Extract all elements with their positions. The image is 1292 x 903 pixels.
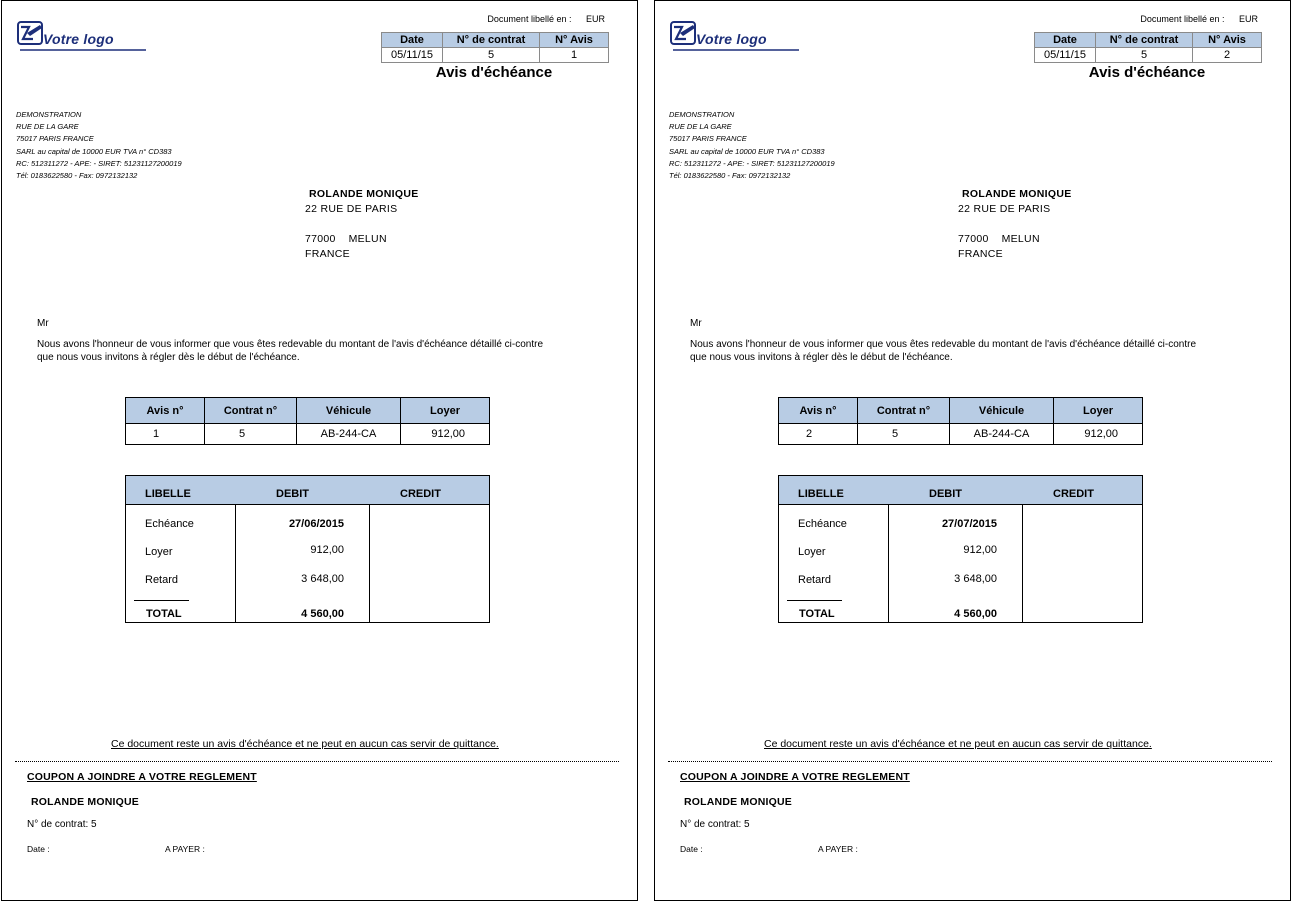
intro-text (690, 339, 1250, 364)
avis-cell-loyer: 912,00 (1054, 424, 1143, 445)
recipient-street: 22 RUE DE PARIS (305, 203, 398, 215)
recipient-country: FRANCE (958, 248, 1003, 260)
logo-text: Votre logo (696, 31, 767, 47)
detail-value-echeance: 27/06/2015 (288, 518, 344, 530)
coupon-name: ROLANDE MONIQUE (684, 796, 792, 808)
company-line: DEMONSTRATION (16, 110, 82, 119)
recipient-street: 22 RUE DE PARIS (958, 203, 1051, 215)
detail-label-total: TOTAL (146, 608, 182, 620)
detail-value-total: 4 560,00 (301, 608, 344, 620)
document-label-text: Document libellé en : (1140, 14, 1225, 24)
header-contract-value: 5 (1096, 48, 1193, 63)
header-avis-value: 2 (1193, 48, 1262, 63)
coupon-cut-line (15, 761, 619, 762)
header-date-label: Date (382, 33, 443, 48)
detail-label-echeance: Echéance (798, 518, 847, 530)
salutation: Mr (37, 318, 49, 329)
coupon-title: COUPON A JOINDRE A VOTRE REGLEMENT (680, 771, 910, 783)
logo-icon (669, 19, 699, 49)
avis-cell-avis: 1 (126, 424, 205, 445)
avis-header-loyer: Loyer (1054, 398, 1143, 424)
detail-value-retard: 3 648,00 (954, 573, 997, 585)
company-line: RC: 512311272 - APE: - SIRET: 51231127200019 (16, 158, 182, 168)
currency-value: EUR (585, 14, 605, 24)
company-line: 75017 PARIS FRANCE (16, 134, 94, 144)
coupon-cut-line (668, 761, 1272, 762)
total-separator (134, 600, 189, 601)
company-logo (16, 19, 148, 53)
company-line: SARL au capital de 10000 EUR TVA n° CD383 (669, 146, 825, 156)
header-contract-label: N° de contrat (443, 33, 540, 48)
avis-header-loyer: Loyer (401, 398, 490, 424)
coupon-pay-label: A PAYER : (165, 844, 205, 854)
avis-header-contrat: Contrat n° (205, 398, 297, 424)
detail-divider (1022, 504, 1023, 622)
header-avis-value: 1 (540, 48, 609, 63)
detail-label-retard: Retard (798, 574, 832, 586)
document-currency-label (487, 14, 605, 24)
detail-label-loyer: Loyer (798, 546, 826, 558)
avis-cell-avis: 2 (779, 424, 858, 445)
intro-line: Nous avons l'honneur de vous informer que vous êtes redevable du montant de l'avis d'échéance détaillé ci-contre (37, 339, 544, 350)
recipient-address (958, 187, 1072, 262)
avis-cell-vehicule: AB-244-CA (297, 424, 401, 445)
document-title: Avis d'échéance (435, 64, 553, 81)
footer-note: Ce document reste un avis d'échéance et ne peut en aucun cas servir de quittance. (764, 738, 1152, 750)
detail-header-debit: DEBIT (929, 488, 962, 500)
avis-header-contrat: Contrat n° (858, 398, 950, 424)
footer-note: Ce document reste un avis d'échéance et ne peut en aucun cas servir de quittance. (111, 738, 499, 750)
header-date-label: Date (1035, 33, 1096, 48)
header-contract-value: 5 (443, 48, 540, 63)
detail-value-loyer: 912,00 (963, 544, 997, 556)
coupon-title: COUPON A JOINDRE A VOTRE REGLEMENT (27, 771, 257, 783)
intro-text (37, 339, 597, 364)
avis-header-avis: Avis n° (779, 398, 858, 424)
header-avis-label: N° Avis (1193, 33, 1262, 48)
avis-cell-loyer: 912,00 (401, 424, 490, 445)
detail-value-total: 4 560,00 (954, 608, 997, 620)
coupon-contract: N° de contrat: 5 (27, 819, 97, 830)
company-line: Tél: 0183622580 - Fax: 0972132132 (16, 171, 138, 181)
notice-page-2 (654, 0, 1291, 901)
currency-value: EUR (1238, 14, 1258, 24)
detail-divider (235, 504, 236, 622)
total-separator (787, 600, 842, 601)
company-line: 75017 PARIS FRANCE (669, 134, 747, 144)
company-line: RC: 512311272 - APE: - SIRET: 51231127200019 (669, 158, 835, 168)
detail-label-retard: Retard (145, 574, 179, 586)
recipient-city: 77000 MELUN (305, 233, 387, 245)
document-title: Avis d'échéance (1088, 64, 1206, 81)
document-label-text: Document libellé en : (487, 14, 572, 24)
coupon-date-label: Date : (680, 844, 703, 854)
avis-cell-vehicule: AB-244-CA (950, 424, 1054, 445)
detail-table (778, 475, 1143, 623)
company-logo (669, 19, 801, 53)
avis-header-vehicule: Véhicule (297, 398, 401, 424)
company-line: RUE DE LA GARE (16, 122, 79, 132)
coupon-name: ROLANDE MONIQUE (31, 796, 139, 808)
detail-label-loyer: Loyer (145, 546, 173, 558)
intro-line: que nous vous invitons à régler dès le début de l'échéance. (37, 351, 300, 363)
recipient-country: FRANCE (305, 248, 350, 260)
header-info-table (1034, 32, 1262, 63)
company-line: RUE DE LA GARE (669, 122, 732, 132)
intro-line: Nous avons l'honneur de vous informer que vous êtes redevable du montant de l'avis d'échéance détaillé ci-contre (690, 339, 1197, 350)
detail-header-credit: CREDIT (1053, 488, 1094, 500)
avis-header-avis: Avis n° (126, 398, 205, 424)
recipient-city: 77000 MELUN (958, 233, 1040, 245)
avis-summary-table (125, 397, 490, 445)
company-info (669, 109, 835, 182)
detail-header-debit: DEBIT (276, 488, 309, 500)
logo-text: Votre logo (43, 31, 114, 47)
salutation: Mr (690, 318, 702, 329)
company-line: DEMONSTRATION (669, 110, 735, 119)
document-currency-label (1140, 14, 1258, 24)
header-avis-label: N° Avis (540, 33, 609, 48)
detail-header-libelle: LIBELLE (145, 488, 191, 500)
detail-header-credit: CREDIT (400, 488, 441, 500)
detail-value-echeance: 27/07/2015 (941, 518, 997, 530)
avis-cell-contrat: 5 (205, 424, 297, 445)
recipient-name: ROLANDE MONIQUE (309, 188, 419, 200)
company-line: SARL au capital de 10000 EUR TVA n° CD383 (16, 146, 172, 156)
detail-header-libelle: LIBELLE (798, 488, 844, 500)
detail-value-loyer: 912,00 (310, 544, 344, 556)
company-line: Tél: 0183622580 - Fax: 0972132132 (669, 171, 791, 181)
logo-icon (16, 19, 46, 49)
avis-header-vehicule: Véhicule (950, 398, 1054, 424)
recipient-name: ROLANDE MONIQUE (962, 188, 1072, 200)
notice-page-1 (1, 0, 638, 901)
header-date-value: 05/11/15 (382, 48, 443, 63)
header-info-table (381, 32, 609, 63)
detail-label-echeance: Echéance (145, 518, 194, 530)
coupon-pay-label: A PAYER : (818, 844, 858, 854)
avis-summary-table (778, 397, 1143, 445)
coupon-date-label: Date : (27, 844, 50, 854)
detail-label-total: TOTAL (799, 608, 835, 620)
header-date-value: 05/11/15 (1035, 48, 1096, 63)
coupon-contract: N° de contrat: 5 (680, 819, 750, 830)
detail-divider (888, 504, 889, 622)
avis-cell-contrat: 5 (858, 424, 950, 445)
company-info (16, 109, 182, 182)
detail-value-retard: 3 648,00 (301, 573, 344, 585)
recipient-address (305, 187, 419, 262)
header-contract-label: N° de contrat (1096, 33, 1193, 48)
detail-table (125, 475, 490, 623)
detail-divider (369, 504, 370, 622)
intro-line: que nous vous invitons à régler dès le début de l'échéance. (690, 351, 953, 363)
